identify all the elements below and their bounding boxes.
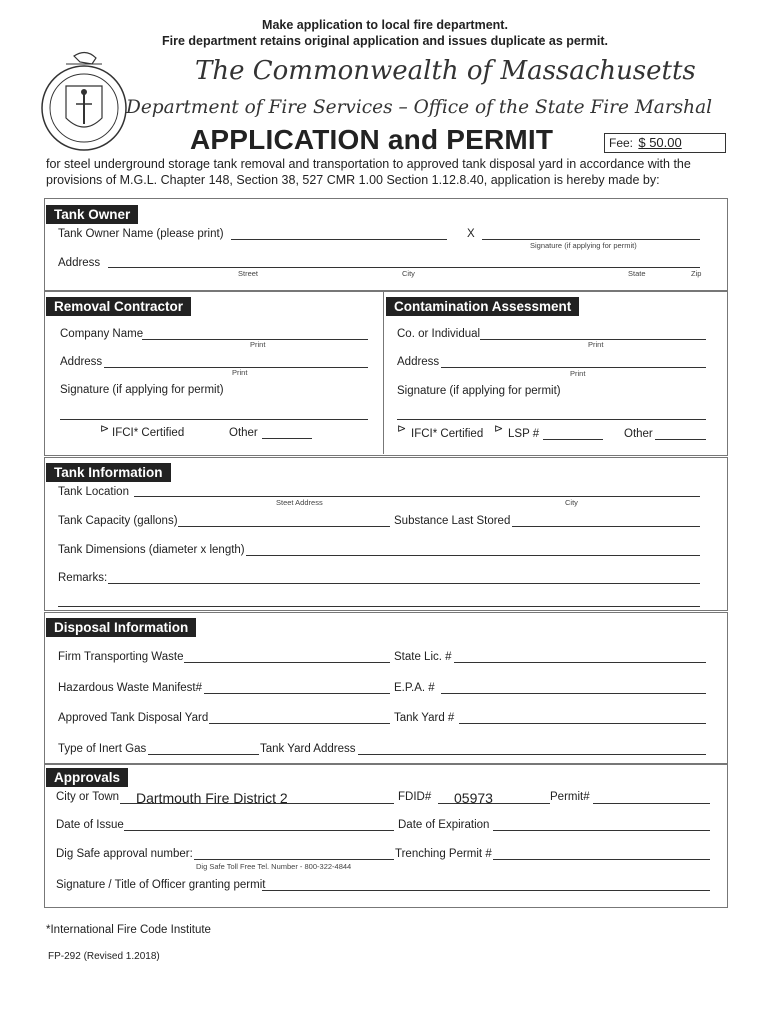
trenching-label: Trenching Permit #	[395, 848, 492, 860]
state-lic-field[interactable]	[454, 662, 706, 663]
date-issue-field[interactable]	[124, 830, 394, 831]
signature-hint: Signature (if applying for permit)	[530, 241, 637, 250]
commonwealth-title: The Commonwealth of Massachusetts	[195, 56, 696, 86]
tank-info-heading: Tank Information	[46, 463, 171, 482]
tank-location-label: Tank Location	[58, 486, 129, 498]
removal-contractor-heading: Removal Contractor	[46, 297, 191, 316]
rc-signature-field[interactable]	[60, 419, 368, 420]
tank-owner-name-label: Tank Owner Name (please print)	[58, 228, 224, 240]
rc-address-print-hint: Print	[232, 368, 248, 377]
substance-label: Substance Last Stored	[394, 515, 511, 527]
tank-owner-signature-field[interactable]	[482, 239, 700, 240]
tank-capacity-field[interactable]	[178, 526, 390, 527]
rc-ifci-arrow-icon: ⊳	[100, 423, 110, 435]
city-town-value: Dartmouth Fire District 2	[136, 790, 288, 806]
tank-owner-address-field[interactable]	[108, 267, 700, 268]
fdid-value: 05973	[454, 790, 493, 806]
intro-line-2: provisions of M.G.L. Chapter 148, Section 38, 527 CMR 1.00 Section 1.12.8.40, application is hereby made by:	[46, 173, 660, 187]
zip-hint: Zip	[691, 269, 702, 278]
firm-field[interactable]	[184, 662, 390, 663]
yard-address-label: Tank Yard Address	[260, 743, 356, 755]
city-town-label: City or Town	[56, 791, 120, 803]
ca-ifci-label: IFCI* Certified	[411, 428, 484, 440]
inert-gas-field[interactable]	[148, 754, 259, 755]
rc-other-label: Other	[229, 427, 258, 439]
remarks-field[interactable]	[108, 583, 700, 584]
tank-owner-name-field[interactable]	[231, 239, 447, 240]
digsafe-hint: Dig Safe Toll Free Tel. Number - 800-322-4844	[196, 862, 352, 871]
tank-owner-address-label: Address	[58, 257, 101, 269]
ca-address-print-hint: Print	[570, 369, 586, 378]
ca-address-label: Address	[397, 356, 440, 368]
ca-signature-label: Signature (if applying for permit)	[397, 385, 561, 397]
firm-label: Firm Transporting Waste	[58, 651, 184, 663]
footnote: *International Fire Code Institute	[46, 924, 211, 936]
state-seal	[36, 46, 132, 154]
ca-ifci-arrow-icon: ⊳	[397, 423, 407, 435]
permit-field[interactable]	[593, 803, 710, 804]
ca-signature-field[interactable]	[397, 419, 706, 420]
tank-yard-field[interactable]	[459, 723, 706, 724]
section-divider	[383, 291, 384, 454]
trenching-field[interactable]	[493, 859, 710, 860]
tank-street-hint: Steet Address	[276, 498, 323, 507]
rc-print-hint: Print	[250, 340, 266, 349]
yard-address-field[interactable]	[358, 754, 706, 755]
ca-company-label: Co. or Individual	[397, 328, 481, 340]
tank-capacity-label: Tank Capacity (gallons)	[58, 515, 178, 527]
date-issue-label: Date of Issue	[56, 819, 124, 831]
manifest-label: Hazardous Waste Manifest#	[58, 682, 203, 694]
ca-lsp-label: LSP #	[508, 428, 540, 440]
epa-field[interactable]	[441, 693, 706, 694]
rc-signature-label: Signature (if applying for permit)	[60, 384, 224, 396]
form-id: FP-292 (Revised 1.2018)	[48, 951, 160, 962]
fee-box	[604, 133, 726, 153]
tank-owner-heading: Tank Owner	[46, 205, 138, 224]
officer-signature-field[interactable]	[262, 890, 710, 891]
officer-signature-label: Signature / Title of Officer granting permit	[56, 879, 266, 891]
rc-ifci-label: IFCI* Certified	[112, 427, 185, 439]
ca-lsp-arrow-icon: ⊳	[494, 423, 504, 435]
substance-field[interactable]	[512, 526, 700, 527]
digsafe-label: Dig Safe approval number:	[56, 848, 193, 860]
tank-city-hint: City	[565, 498, 578, 507]
manifest-field[interactable]	[204, 693, 390, 694]
state-lic-label: State Lic. #	[394, 651, 452, 663]
state-hint: State	[628, 269, 646, 278]
disposal-yard-label: Approved Tank Disposal Yard	[58, 712, 209, 724]
ca-print-hint: Print	[588, 340, 604, 349]
rc-address-label: Address	[60, 356, 103, 368]
intro-line-1: for steel underground storage tank removal and transportation to approved tank disposal yard in accordance with the	[46, 157, 691, 171]
tank-location-field[interactable]	[134, 496, 700, 497]
instruction-line-2: Fire department retains original application and issues duplicate as permit.	[162, 34, 608, 48]
tank-dimensions-label: Tank Dimensions (diameter x length)	[58, 544, 245, 556]
signature-x-mark: X	[467, 228, 475, 240]
rc-other-field[interactable]	[262, 438, 312, 439]
fee-label: Fee:	[609, 136, 634, 150]
ca-other-field[interactable]	[655, 439, 706, 440]
date-expiration-field[interactable]	[493, 830, 710, 831]
instruction-line-1: Make application to local fire department.	[262, 18, 508, 32]
remarks-label: Remarks:	[58, 572, 108, 584]
inert-gas-label: Type of Inert Gas	[58, 743, 147, 755]
rc-company-label: Company Name	[60, 328, 144, 340]
approvals-heading: Approvals	[46, 768, 128, 787]
street-hint: Street	[238, 269, 259, 278]
disposal-heading: Disposal Information	[46, 618, 196, 637]
department-title: Department of Fire Services – Office of the State Fire Marshal	[126, 97, 713, 118]
disposal-yard-field[interactable]	[209, 723, 390, 724]
date-expiration-label: Date of Expiration	[398, 819, 490, 831]
city-hint: City	[402, 269, 415, 278]
fee-value: $ 50.00	[638, 135, 682, 150]
fdid-label: FDID#	[398, 791, 432, 803]
page-title: APPLICATION and PERMIT	[190, 124, 554, 155]
contamination-heading: Contamination Assessment	[386, 297, 579, 316]
ca-lsp-field[interactable]	[543, 439, 603, 440]
tank-dimensions-field[interactable]	[246, 555, 700, 556]
epa-label: E.P.A. #	[394, 682, 435, 694]
remarks-field-2[interactable]	[58, 606, 700, 607]
permit-label: Permit#	[550, 791, 590, 803]
digsafe-field[interactable]	[194, 859, 394, 860]
ca-address-field[interactable]	[441, 367, 706, 368]
ca-other-label: Other	[624, 428, 653, 440]
tank-yard-label: Tank Yard #	[394, 712, 455, 724]
